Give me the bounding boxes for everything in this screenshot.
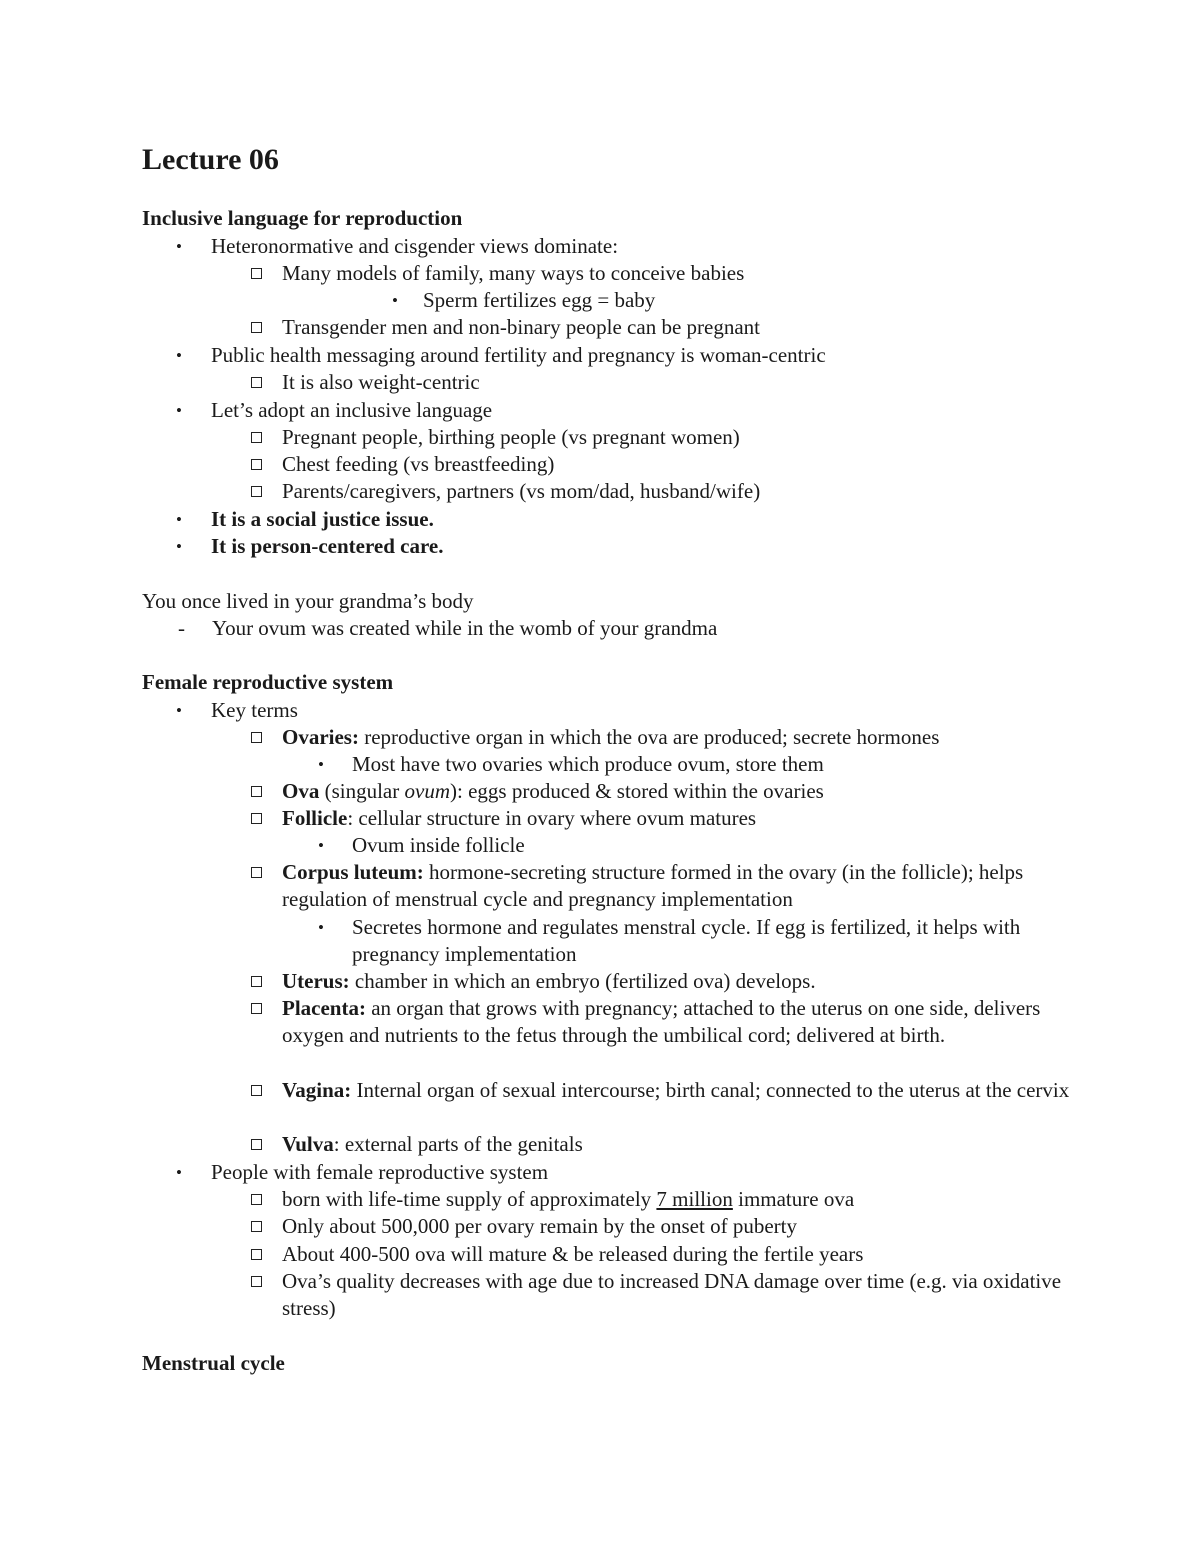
text-run: immature ova (732, 1187, 855, 1211)
checkbox-square-icon (251, 732, 262, 743)
term-placenta (282, 995, 1072, 1049)
bullet-marker: • (176, 510, 182, 529)
section-heading-inclusive-language: Inclusive language for reproduction (142, 206, 463, 230)
term-definition: chamber in which an embryo (fertilized ova) develops. (349, 969, 816, 993)
checkbox-square-icon (251, 1221, 262, 1232)
term-vagina (282, 1077, 1072, 1104)
term-definition: (singular (319, 779, 405, 803)
checkbox-square-icon (251, 786, 262, 797)
checkbox-square-icon (251, 1194, 262, 1205)
list-item: Ova’s quality decreases with age due to increased DNA damage over time (e.g. via oxidative stress) (282, 1269, 1062, 1320)
checkbox-square-icon (251, 377, 262, 388)
bullet-marker: • (392, 291, 398, 310)
section-heading-menstrual-cycle: Menstrual cycle (142, 1351, 285, 1375)
text-run: born with life-time supply of approximately (282, 1187, 657, 1211)
term-definition: ): eggs produced & stored within the ovaries (450, 779, 824, 803)
checkbox-square-icon (251, 1276, 262, 1287)
list-item: People with female reproductive system (211, 1160, 549, 1184)
list-item: Secretes hormone and regulates menstral cycle. If egg is fertilized, it helps with pregnancy implementation (352, 915, 1021, 966)
dash-marker: - (178, 616, 185, 640)
term-follicle (282, 805, 756, 832)
paragraph: You once lived in your grandma’s body (142, 589, 474, 613)
checkbox-square-icon (251, 432, 262, 443)
checkbox-square-icon (251, 1003, 262, 1014)
list-item (282, 1186, 854, 1213)
term-definition: an organ that grows with pregnancy; attached to the uterus on one side, delivers oxygen and nutrients to the fetus through the umbilical cord; delivered at birth. (282, 996, 1041, 1047)
list-item: Many models of family, many ways to conceive babies (282, 261, 745, 285)
term-label: Vagina: (282, 1078, 352, 1102)
list-item: Ovum inside follicle (352, 833, 525, 857)
list-item: Chest feeding (vs breastfeeding) (282, 452, 555, 476)
term-italic: ovum (404, 779, 450, 803)
checkbox-square-icon (251, 268, 262, 279)
term-definition: : cellular structure in ovary where ovum matures (347, 806, 757, 830)
term-definition: hormone-secreting structure formed in the ovary (in the follicle); helps regulation of menstrual cycle and pregnancy implementation (282, 860, 1024, 911)
checkbox-square-icon (251, 976, 262, 987)
term-label: Vulva (282, 1132, 334, 1156)
bullet-marker: • (176, 237, 182, 256)
bullet-marker: • (318, 918, 324, 937)
term-vulva (282, 1131, 583, 1158)
term-definition: Internal organ of sexual intercourse; birth canal; connected to the uterus at the cervix (351, 1078, 1070, 1102)
list-item: Public health messaging around fertility and pregnancy is woman-centric (211, 343, 826, 367)
term-ovaries (282, 724, 939, 751)
list-item: It is a social justice issue. (211, 507, 434, 531)
bullet-marker: • (318, 836, 324, 855)
list-item: Only about 500,000 per ovary remain by the onset of puberty (282, 1214, 797, 1238)
term-uterus (282, 968, 816, 995)
checkbox-square-icon (251, 867, 262, 878)
list-item: Parents/caregivers, partners (vs mom/dad, husband/wife) (282, 479, 761, 503)
list-item: Heteronormative and cisgender views dominate: (211, 234, 619, 258)
bullet-marker: • (176, 401, 182, 420)
term-label: Ova (282, 779, 320, 803)
term-label: Placenta: (282, 996, 366, 1020)
term-definition: : external parts of the genitals (333, 1132, 583, 1156)
checkbox-square-icon (251, 1085, 262, 1096)
list-item: Most have two ovaries which produce ovum, store them (352, 752, 824, 776)
checkbox-square-icon (251, 1249, 262, 1260)
list-item: Your ovum was created while in the womb of your grandma (212, 616, 718, 640)
list-item: It is also weight-centric (282, 370, 480, 394)
list-item: Key terms (211, 698, 298, 722)
term-label: Follicle (282, 806, 348, 830)
list-item: It is person-centered care. (211, 534, 444, 558)
checkbox-square-icon (251, 459, 262, 470)
term-ova (282, 778, 824, 805)
bullet-marker: • (318, 755, 324, 774)
term-corpus-luteum (282, 859, 1072, 913)
list-item: Pregnant people, birthing people (vs pregnant women) (282, 425, 740, 449)
term-definition: reproductive organ in which the ova are produced; secrete hormones (358, 725, 940, 749)
list-item: Sperm fertilizes egg = baby (423, 288, 656, 312)
checkbox-square-icon (251, 486, 262, 497)
term-label: Corpus luteum: (282, 860, 424, 884)
list-item: Transgender men and non-binary people can be pregnant (282, 315, 760, 339)
page-title: Lecture 06 (142, 143, 279, 176)
term-label: Uterus: (282, 969, 350, 993)
bullet-marker: • (176, 346, 182, 365)
bullet-marker: • (176, 1163, 182, 1182)
bullet-marker: • (176, 537, 182, 556)
underlined-figure: 7 million (656, 1187, 733, 1211)
checkbox-square-icon (251, 322, 262, 333)
term-label: Ovaries: (282, 725, 359, 749)
list-item: Let’s adopt an inclusive language (211, 398, 493, 422)
checkbox-square-icon (251, 1139, 262, 1150)
section-heading-female-reproductive-system: Female reproductive system (142, 670, 394, 694)
bullet-marker: • (176, 701, 182, 720)
list-item: About 400-500 ova will mature & be released during the fertile years (282, 1242, 864, 1266)
checkbox-square-icon (251, 813, 262, 824)
